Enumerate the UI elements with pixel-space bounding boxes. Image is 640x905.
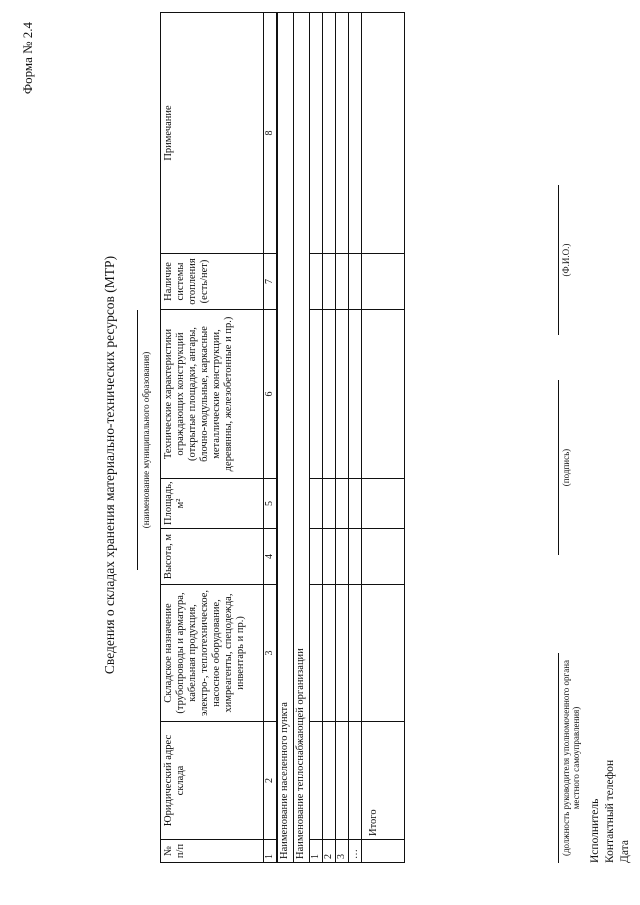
row-number: … (349, 840, 362, 863)
name-line (558, 185, 559, 335)
table-cell (323, 585, 336, 722)
column-number: 8 (264, 13, 278, 254)
table-cell (349, 585, 362, 722)
organization-row (294, 13, 310, 863)
row-number: 1 (310, 840, 323, 863)
table-cell (362, 479, 405, 529)
table-row (323, 13, 336, 863)
table-cell (362, 529, 405, 585)
table-cell (323, 254, 336, 310)
settlement-row (277, 13, 294, 863)
table-cell (323, 479, 336, 529)
table-cell (349, 13, 362, 254)
table-cell (336, 479, 349, 529)
table-cell (336, 13, 349, 254)
header-cell: Юридический адрес склада (161, 722, 264, 840)
table-cell (310, 722, 323, 840)
row-number: 3 (336, 840, 349, 863)
table-cell (362, 585, 405, 722)
row-number: 2 (323, 840, 336, 863)
table-cell (349, 722, 362, 840)
column-number-row (264, 13, 278, 863)
position-line (558, 653, 559, 863)
table-header-row (161, 13, 264, 863)
municipality-caption: (наименование муниципального образования) (141, 351, 151, 529)
phone-label: Контактный телефон (604, 759, 616, 863)
date-label: Дата (619, 840, 631, 863)
page-title: Сведения о складах хранения материально-технических ресурсов (МТР) (102, 255, 117, 675)
column-number: 7 (264, 254, 278, 310)
column-number: 2 (264, 722, 278, 840)
column-number: 5 (264, 479, 278, 529)
column-number: 1 (264, 840, 278, 863)
table-cell (336, 310, 349, 479)
header-cell: Примечание (161, 13, 264, 254)
header-cell: Складское назначение (трубопроводы и арматура, кабельная продукция, электро-, теплотехническое, насосное оборудование, химреагенты, спецодежда, инвентарь и пр.) (161, 585, 264, 722)
table-cell (310, 585, 323, 722)
table-row (349, 13, 362, 863)
table-cell (323, 529, 336, 585)
table-cell (323, 722, 336, 840)
table-cell (310, 254, 323, 310)
column-number: 6 (264, 310, 278, 479)
table-cell (310, 479, 323, 529)
settlement-label: Наименование населенного пункта (277, 13, 294, 863)
header-cell: Наличие системы отопления (есть/нет) (161, 254, 264, 310)
header-cell: Технические характеристики ограждающих конструкций (открытые площадки, ангары, блочно-модульные, каркасные металлические конструкции, деревянны, железобетонные и пр.) (161, 310, 264, 479)
table-cell (336, 254, 349, 310)
table-cell (336, 722, 349, 840)
organization-label: Наименование теплоснабжающей организации (294, 13, 310, 863)
column-number: 4 (264, 529, 278, 585)
table-cell (349, 310, 362, 479)
total-label: Итого (362, 722, 405, 840)
executor-label: Исполнитель (589, 798, 601, 863)
table-cell (310, 13, 323, 254)
table-cell (349, 479, 362, 529)
header-cell: Площадь, м² (161, 479, 264, 529)
header-cell: № п/п (161, 840, 264, 863)
table-cell (362, 13, 405, 254)
total-row (362, 13, 405, 863)
table-cell (336, 529, 349, 585)
table-cell (349, 254, 362, 310)
signature-caption: (подпись) (561, 448, 571, 487)
municipality-line (137, 310, 138, 570)
signature-line (558, 380, 559, 555)
table-cell (349, 529, 362, 585)
table-cell (336, 585, 349, 722)
column-number: 3 (264, 585, 278, 722)
header-cell: Высота, м (161, 529, 264, 585)
table-row (310, 13, 323, 863)
position-caption: (должность руководителя уполномоченного органа местного самоуправления) (561, 659, 582, 857)
total-number-cell (362, 840, 405, 863)
table-cell (362, 254, 405, 310)
table-cell (310, 529, 323, 585)
table-cell (310, 310, 323, 479)
table-cell (323, 13, 336, 254)
name-caption: (Ф.И.О.) (561, 243, 571, 277)
table-cell (362, 310, 405, 479)
form-number: Форма № 2.4 (20, 22, 35, 95)
table-row (336, 13, 349, 863)
storage-table (160, 12, 405, 863)
table-cell (323, 310, 336, 479)
